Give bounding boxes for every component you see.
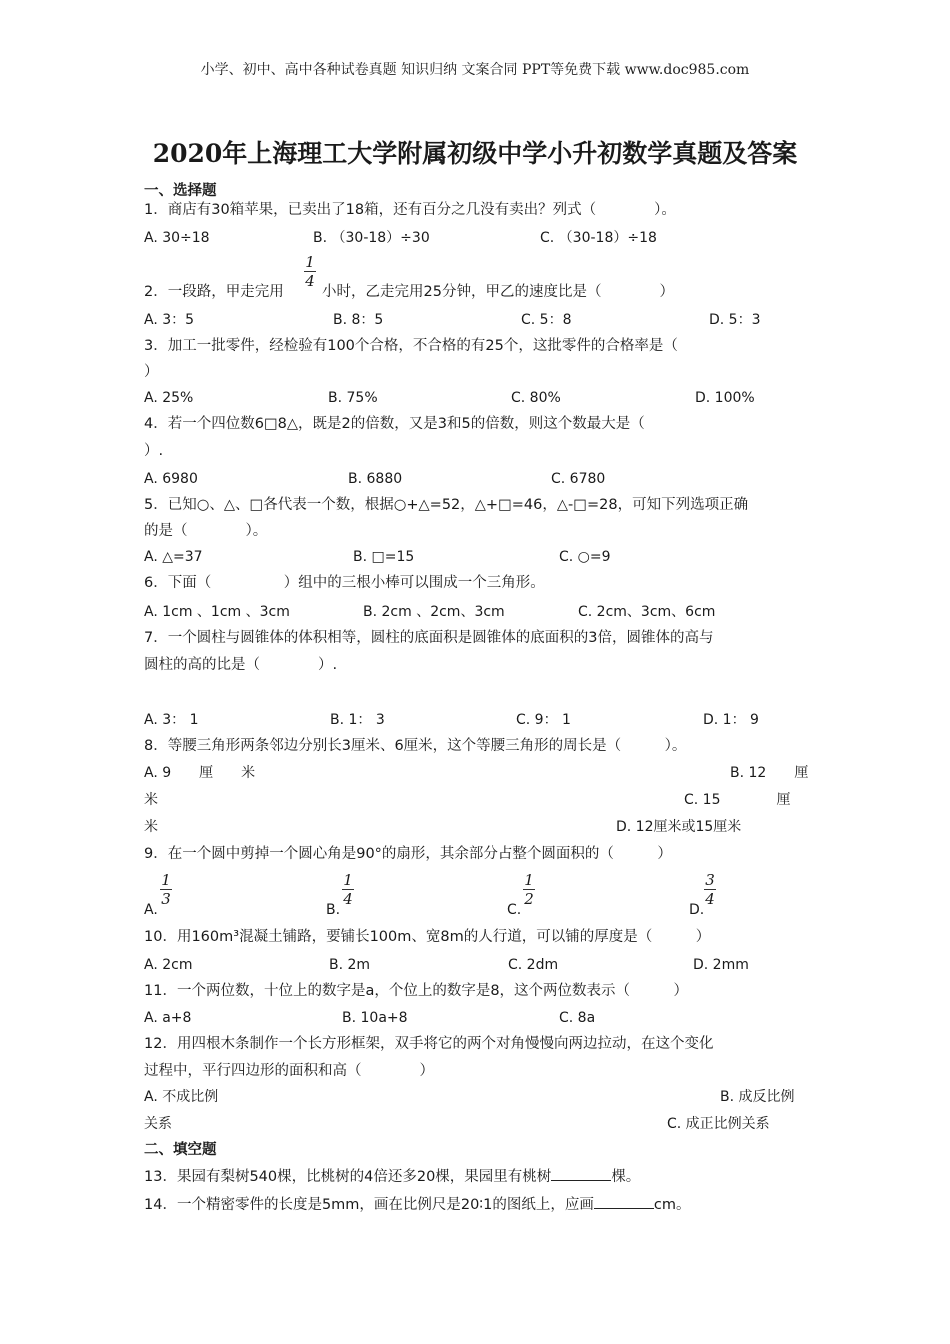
q4-option-c: C. 6780 bbox=[551, 471, 606, 487]
question-2-stem-a: 2．一段路，甲走完用 bbox=[144, 284, 284, 300]
q11-option-c: C. 8a bbox=[559, 1010, 596, 1026]
q4-option-a: A. 6980 bbox=[144, 471, 198, 487]
question-14-unit: cm。 bbox=[653, 1197, 691, 1213]
question-10-stem: 10．用160m³混凝土铺路，要铺长100m、宽8m的人行道，可以铺的厚度是（ ） bbox=[144, 929, 711, 945]
question-12-stem-line1: 12．用四根木条制作一个长方形框架，双手将它的两个对角慢慢向两边拉动，在这个变化 bbox=[144, 1036, 714, 1052]
question-11-stem: 11．一个两位数，十位上的数字是a，个位上的数字是8，这个两位数表示（ ） bbox=[144, 983, 689, 999]
q12-option-b: B. 成反比例 bbox=[720, 1089, 795, 1105]
q2-option-b: B. 8：5 bbox=[333, 312, 384, 328]
q9-option-b-label: B. bbox=[326, 902, 341, 918]
section-heading-fill: 二、填空题 bbox=[144, 1142, 217, 1158]
q9-option-d-fraction bbox=[703, 872, 717, 907]
section-heading-choice: 一、选择题 bbox=[144, 183, 217, 199]
q1-option-a: A. 30÷18 bbox=[144, 230, 210, 246]
q7-option-d: D. 1： 9 bbox=[703, 712, 759, 728]
question-4-stem-line1: 4．若一个四位数6□8△，既是2的倍数，又是3和5的倍数，则这个数最大是（ bbox=[144, 416, 645, 432]
q10-option-a: A. 2cm bbox=[144, 957, 193, 973]
q10-option-d: D. 2mm bbox=[693, 957, 749, 973]
q3-option-d: D. 100% bbox=[695, 390, 755, 406]
question-2-stem-b: 小时，乙走完用25分钟，甲乙的速度比是（ ） bbox=[322, 284, 674, 300]
question-4-stem-line2: ）. bbox=[144, 443, 164, 459]
question-5-stem-line2: 的是（ ）。 bbox=[144, 523, 268, 539]
question-13-unit: 棵。 bbox=[611, 1169, 641, 1185]
q4-option-b: B. 6880 bbox=[348, 471, 403, 487]
question-7-stem-line1: 7．一个圆柱与圆锥体的体积相等，圆柱的底面积是圆锥体的底面积的3倍，圆锥体的高与 bbox=[144, 630, 714, 646]
question-12-stem-line2: 过程中，平行四边形的面积和高（ ） bbox=[144, 1063, 434, 1079]
q7-option-c: C. 9： 1 bbox=[516, 712, 571, 728]
question-7-stem-line2: 圆柱的高的比是（ ）. bbox=[144, 657, 338, 673]
q11-option-b: B. 10a+8 bbox=[342, 1010, 408, 1026]
q12-option-b-tail: 关系 bbox=[144, 1116, 172, 1132]
q9-a-numerator: 1 bbox=[161, 871, 171, 889]
q9-d-numerator: 3 bbox=[705, 871, 715, 889]
site-header: 小学、初中、高中各种试卷真题 知识归纳 文案合同 PPT等免费下载 www.doc985.com bbox=[200, 62, 750, 78]
q9-c-numerator: 1 bbox=[524, 871, 534, 889]
q2-fraction-denominator: 4 bbox=[305, 272, 315, 290]
question-5-stem-line1: 5．已知○、△、□各代表一个数，根据○+△=52，△+□=46，△-□=28，可知下列选项正确 bbox=[144, 497, 749, 513]
q9-a-denominator: 3 bbox=[161, 890, 171, 908]
q3-option-b: B. 75% bbox=[328, 390, 378, 406]
q7-option-a: A. 3： 1 bbox=[144, 712, 199, 728]
q14-answer-blank[interactable] bbox=[594, 1194, 654, 1209]
q6-option-a: A. 1cm 、1cm 、3cm bbox=[144, 604, 290, 620]
q6-option-b: B. 2cm 、2cm、3cm bbox=[363, 604, 505, 620]
q1-option-b: B. （30-18）÷30 bbox=[313, 230, 430, 246]
q9-option-c-fraction bbox=[522, 872, 536, 907]
q10-option-c: C. 2dm bbox=[508, 957, 559, 973]
question-6-stem: 6．下面（ ）组中的三根小棒可以围成一个三角形。 bbox=[144, 575, 545, 591]
question-9-stem: 9．在一个圆中剪掉一个圆心角是90°的扇形，其余部分占整个圆面积的（ ） bbox=[144, 846, 672, 862]
q5-option-c: C. ○=9 bbox=[559, 549, 611, 565]
q2-fraction bbox=[303, 254, 317, 289]
question-3-stem-line2: ） bbox=[144, 364, 159, 380]
q2-fraction-numerator: 1 bbox=[305, 253, 315, 271]
q8-option-b-unit: 米 bbox=[144, 792, 158, 808]
q1-option-c: C. （30-18）÷18 bbox=[540, 230, 657, 246]
question-8-stem: 8．等腰三角形两条邻边分别长3厘米、6厘米，这个等腰三角形的周长是（ ）。 bbox=[144, 738, 687, 754]
q9-b-numerator: 1 bbox=[343, 871, 353, 889]
question-14 bbox=[144, 1194, 690, 1214]
question-14-text: 14．一个精密零件的长度是5mm，画在比例尺是20∶1的图纸上，应画 bbox=[144, 1197, 594, 1213]
q8-option-c-unit: 米 bbox=[144, 819, 158, 835]
q9-option-c-label: C. bbox=[507, 902, 522, 918]
q8-option-c: C. 15 厘 bbox=[684, 792, 791, 808]
q6-option-c: C. 2cm、3cm、6cm bbox=[578, 604, 716, 620]
q2-option-a: A. 3：5 bbox=[144, 312, 195, 328]
q10-option-b: B. 2m bbox=[329, 957, 371, 973]
q5-option-a: A. △=37 bbox=[144, 549, 203, 565]
q9-option-a-fraction bbox=[159, 872, 173, 907]
q3-option-c: C. 80% bbox=[511, 390, 561, 406]
q9-option-b-fraction bbox=[341, 872, 355, 907]
q8-option-b: B. 12 厘 bbox=[730, 765, 809, 781]
q7-option-b: B. 1： 3 bbox=[330, 712, 385, 728]
q8-option-a: A. 9 厘 米 bbox=[144, 765, 256, 781]
q12-option-c: C. 成正比例关系 bbox=[667, 1116, 770, 1132]
page-title: 2020年上海理工大学附属初级中学小升初数学真题及答案 bbox=[152, 139, 798, 168]
question-13-text: 13．果园有梨树540棵，比桃树的4倍还多20棵，果园里有桃树 bbox=[144, 1169, 552, 1185]
q8-option-d: D. 12厘米或15厘米 bbox=[616, 819, 742, 835]
q11-option-a: A. a+8 bbox=[144, 1010, 192, 1026]
q9-option-d-label: D. bbox=[689, 902, 705, 918]
question-1-stem: 1．商店有30箱苹果，已卖出了18箱，还有百分之几没有卖出？列式（ ）。 bbox=[144, 202, 676, 218]
question-3-stem-line1: 3．加工一批零件，经检验有100个合格，不合格的有25个，这批零件的合格率是（ bbox=[144, 338, 678, 354]
q3-option-a: A. 25% bbox=[144, 390, 194, 406]
q12-option-a: A. 不成比例 bbox=[144, 1089, 219, 1105]
question-13 bbox=[144, 1166, 640, 1186]
q9-d-denominator: 4 bbox=[705, 890, 715, 908]
q2-option-d: D. 5：3 bbox=[709, 312, 761, 328]
q2-option-c: C. 5：8 bbox=[521, 312, 572, 328]
q9-c-denominator: 2 bbox=[524, 890, 534, 908]
q5-option-b: B. □=15 bbox=[353, 549, 415, 565]
q9-option-a-label: A. bbox=[144, 902, 158, 918]
q9-b-denominator: 4 bbox=[343, 890, 353, 908]
q13-answer-blank[interactable] bbox=[551, 1166, 611, 1181]
